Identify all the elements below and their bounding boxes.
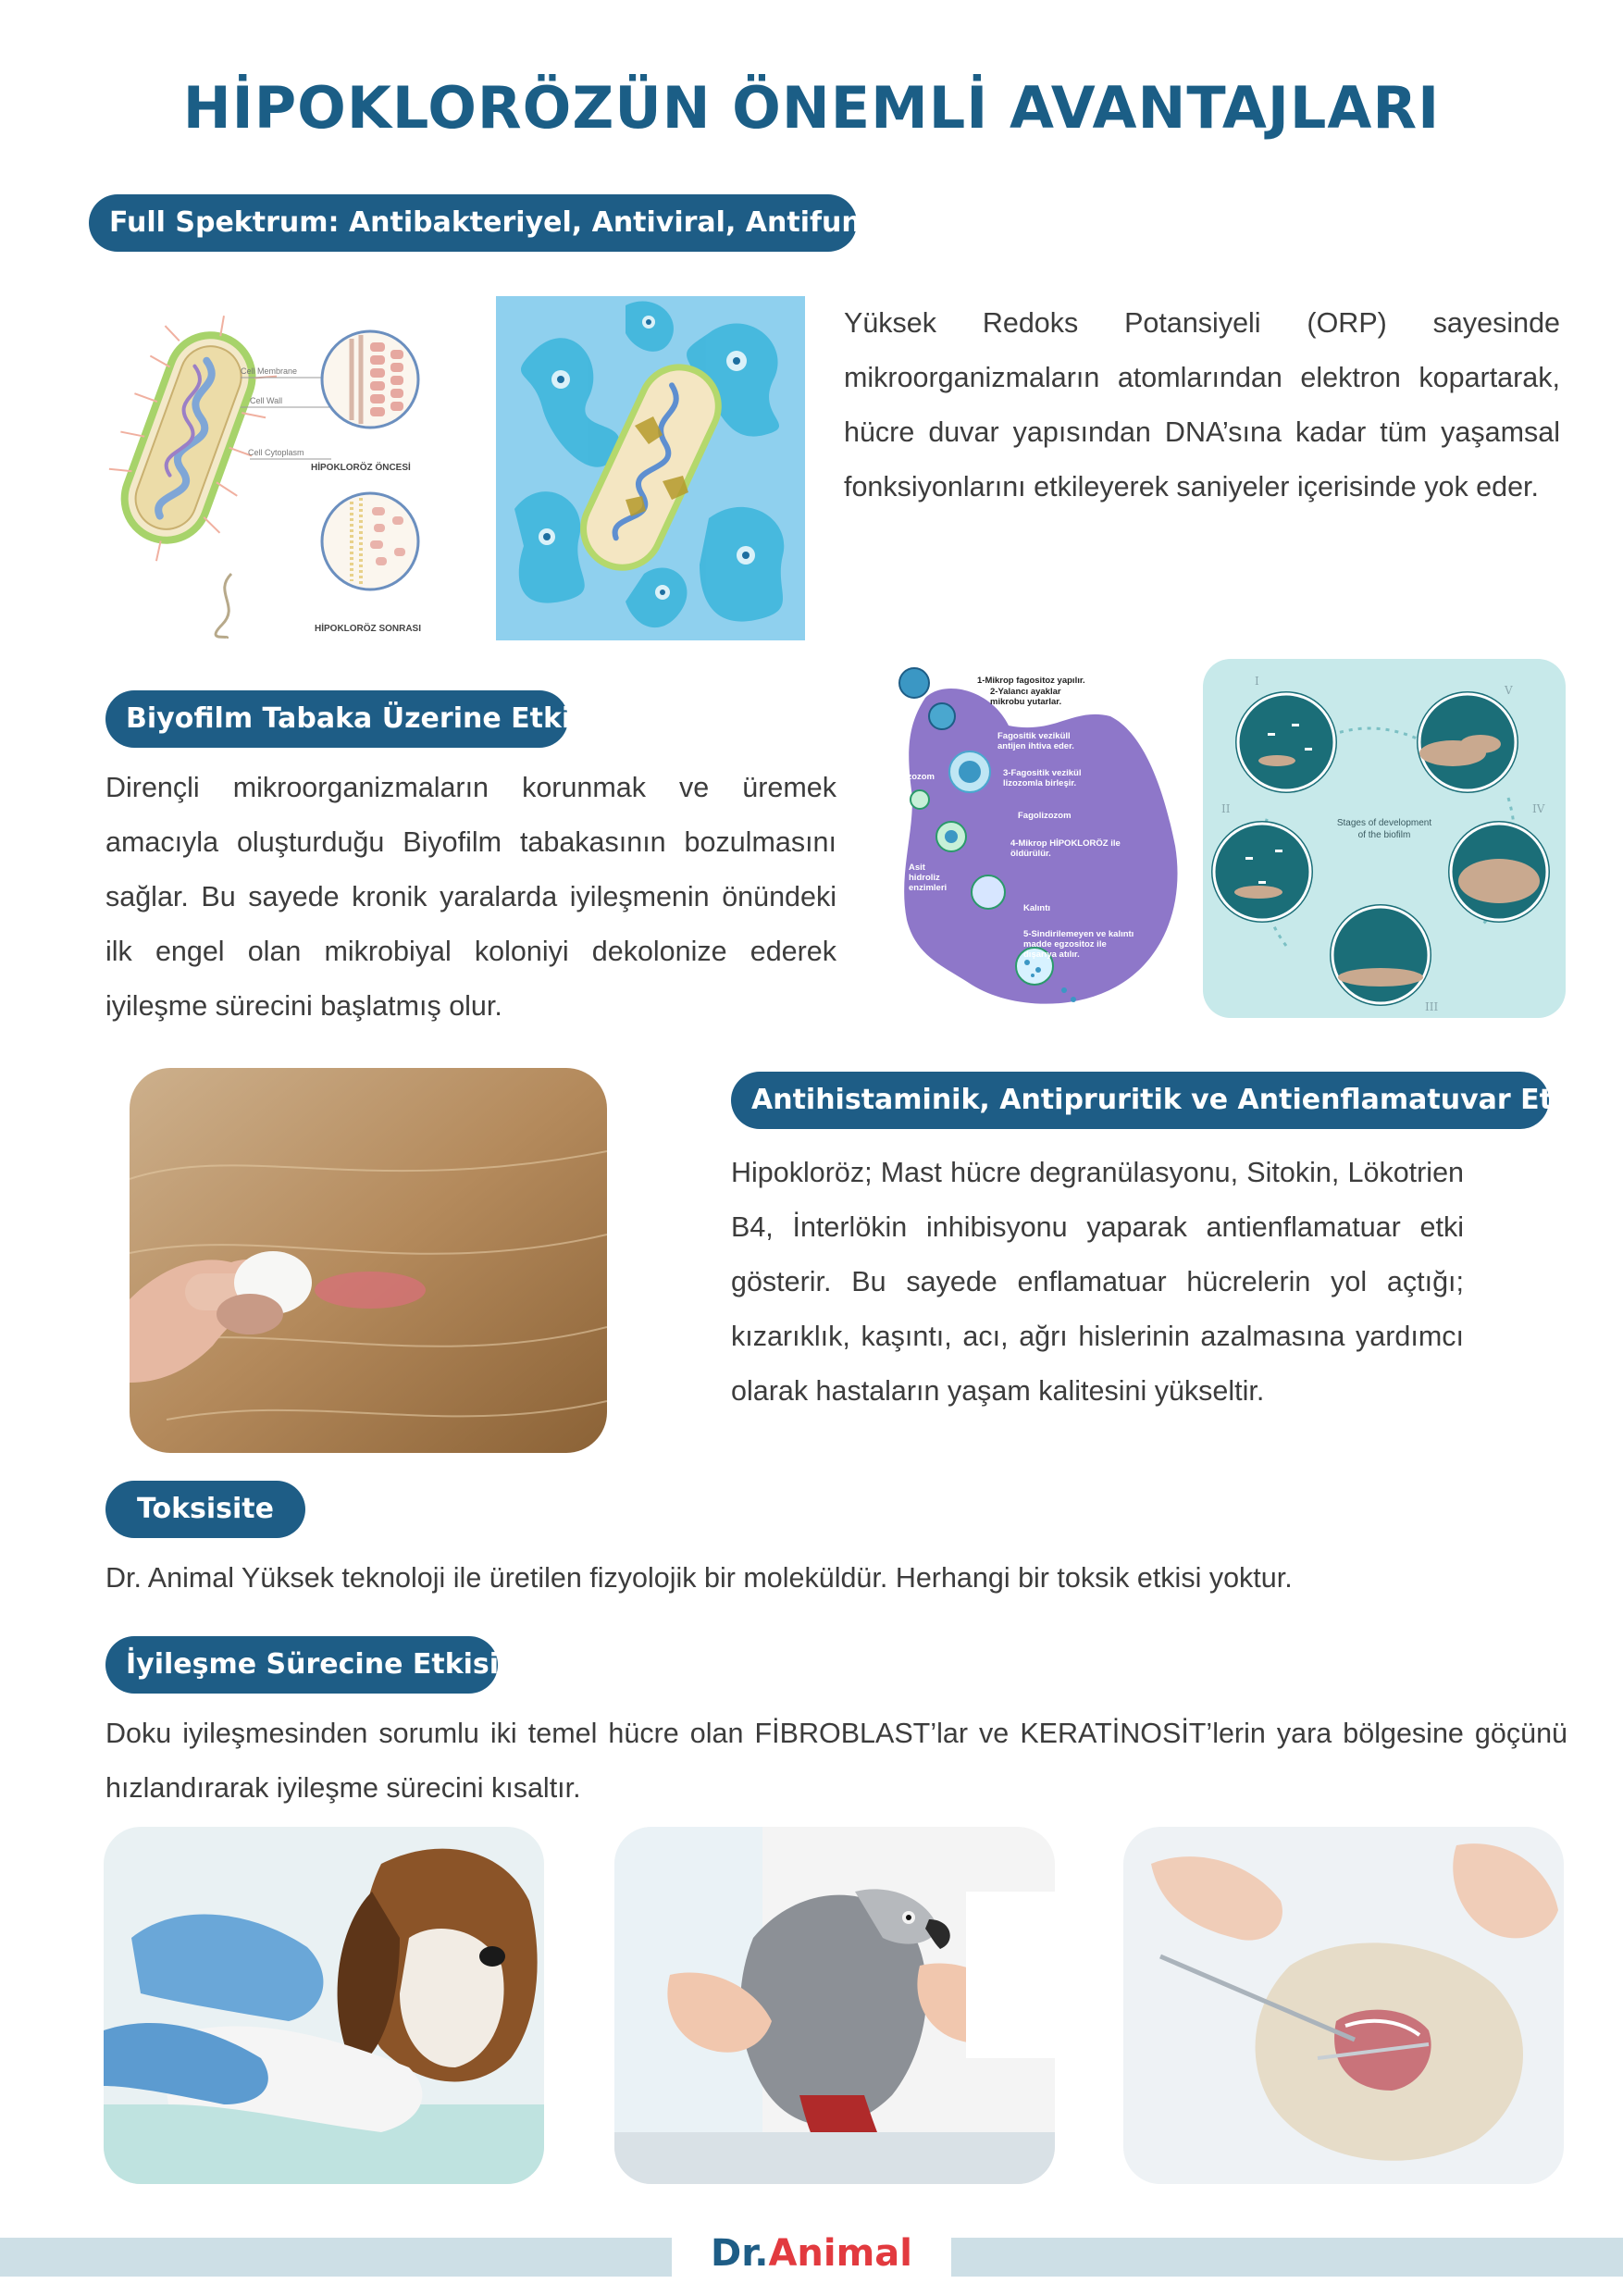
diagram-label-before: HİPOKLORÖZ ÖNCESİ (311, 463, 411, 473)
phago-step2: 2-Yalancı ayaklar (990, 687, 1061, 697)
phago-acid: Asit (909, 863, 925, 873)
stage-numeral-2: II (1221, 802, 1231, 815)
stages-caption-2: of the biofilm (1357, 830, 1411, 840)
section-heading-healing: İyileşme Sürecine Etkisi (105, 1636, 498, 1694)
phago-acid2: hidroliz (909, 873, 940, 883)
phagocytosis-diagram (888, 661, 1184, 1014)
beagle-bandage-photo (104, 1827, 544, 2184)
parrot-vet-photo (614, 1827, 1055, 2184)
section-heading-antihistamine: Antihistaminik, Antipruritik ve Antienflamatuvar Etki (731, 1072, 1549, 1129)
bacteria-diagram (93, 296, 463, 639)
stage-numeral-5: V (1505, 684, 1513, 697)
diagram-label-membrane: Cell Membrane (241, 366, 298, 376)
biofilm-stages-diagram (1203, 659, 1566, 1018)
phago-step5: 5-Sindirilemeyen ve kalıntı (1023, 929, 1134, 939)
antihistamine-text: Hipokloröz; Mast hücre degranülasyonu, Sitokin, Lökotrien B4, İnterlökin inhibisyonu yaparak antienflamatuar etki gösterir. Bu sayede enflamatuar hücrelerin yol açtığı; kızarıklık, kaşıntı, acı, ağrı hislerinin azalmasına yardımcı olarak hastaların yaşam kalitesini yükseltir. (731, 1157, 1464, 1407)
logo-part-dr: Dr. (711, 2232, 769, 2275)
section-heading-biofilm: Biyofilm Tabaka Üzerine Etki (105, 690, 568, 748)
phago-step5b: madde egzositoz ile (1023, 939, 1107, 949)
phago-step3: 3-Fagositik vezikül (1003, 768, 1082, 778)
phago-step1: 1-Mikrop fagositoz yapılır. (977, 676, 1085, 686)
phago-step4: 4-Mikrop HİPOKLORÖZ ile (1010, 838, 1121, 849)
phago-vesicle: Fagositik veziküll (997, 731, 1071, 741)
phago-lysosome: Lizozom (899, 772, 935, 782)
stage-numeral-1: I (1255, 675, 1259, 688)
page-title: HİPOKLORÖZÜN ÖNEMLİ AVANTAJLARI (182, 74, 1441, 142)
phago-residue: Kalıntı (1023, 903, 1051, 913)
healing-text: Doku iyileşmesinden sorumlu iki temel hücre olan FİBROBLAST’lar ve KERATİNOSİT’lerin yara bölgesine göçünü hızlandırarak iyileşme sürecini kısaltır. (105, 1718, 1567, 1804)
diagram-label-after: HİPOKLORÖZ SONRASI (315, 624, 422, 634)
dog-skin-cotton-photo (130, 1068, 607, 1453)
logo-part-animal: Animal (768, 2232, 912, 2275)
virus-attack-illustration (496, 296, 805, 640)
phago-step3b: lizozomla birleşir. (1003, 778, 1077, 788)
biofilm-text: Dirençli mikroorganizmaların korunmak ve üremek amacıyla oluşturduğu Biyofilm tabakasının bozulmasını sağlar. Bu sayede kronik yaralarda iyileşmenin önündeki ilk engel olan mikrobiyal koloniyi dekolonize ederek iyileşme sürecini başlatmış olur. (105, 772, 836, 1022)
stages-caption-1: Stages of development (1336, 818, 1432, 828)
diagram-label-wall: Cell Wall (250, 396, 283, 405)
stage-numeral-4: IV (1532, 802, 1545, 815)
section-heading-toxicity: Toksisite (105, 1481, 305, 1538)
toxicity-text: Dr. Animal Yüksek teknoloji ile üretilen fizyolojik bir moleküldür. Herhangi bir toksik etkisi yoktur. (105, 1562, 1293, 1594)
phago-phagolysosome: Fagolizozom (1018, 811, 1072, 821)
phago-vesicle2: antijen ihtiva eder. (997, 741, 1074, 751)
phago-step2b: mikrobu yutarlar. (990, 697, 1062, 707)
cat-dental-photo (1123, 1827, 1564, 2184)
section-heading-full-spectrum: Full Spektrum: Antibakteriyel, Antiviral, Antifungal (89, 194, 857, 252)
phago-acid3: enzimleri (909, 883, 948, 893)
phago-step5c: dışarıya atılır. (1023, 949, 1080, 960)
full-spectrum-text: Yüksek Redoks Potansiyeli (ORP) sayesinde mikroorganizmaların atomlarından elektron kopartarak, hücre duvar yapısından DNA’sına kadar tüm yaşamsal fonksiyonlarını etkileyerek saniyeler içerisinde yok eder. (844, 307, 1560, 503)
brand-logo (0, 2232, 1623, 2275)
phago-step4b: öldürülür. (1010, 849, 1051, 859)
stage-numeral-3: III (1425, 1000, 1439, 1013)
diagram-label-cytoplasm: Cell Cytoplasm (248, 448, 304, 457)
